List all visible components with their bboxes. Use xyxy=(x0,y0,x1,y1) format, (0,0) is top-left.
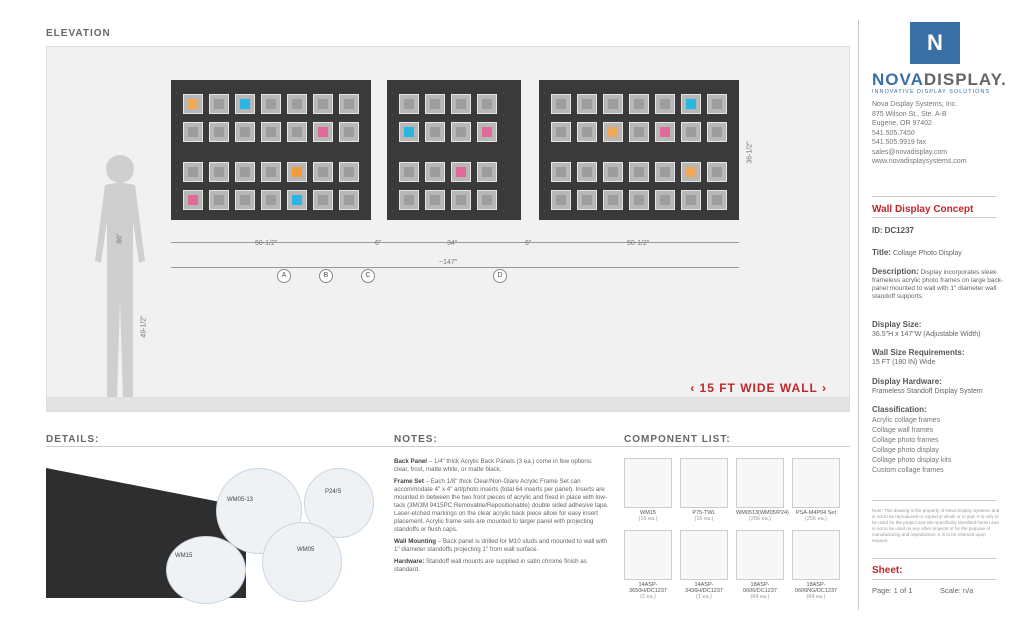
photo-insert xyxy=(582,167,592,177)
concept-description: Description: Display incorporates sleek frameless acrylic photo frames on large back-panel mounted to wall with 1" diameter wall standoff supports. xyxy=(872,267,1004,300)
component-item xyxy=(624,458,672,522)
concept-heading: Wall Display Concept xyxy=(872,204,974,215)
photo-frame xyxy=(477,122,497,142)
photo-frame xyxy=(577,94,597,114)
notes-heading: NOTES: xyxy=(394,434,438,445)
photo-frame xyxy=(183,94,203,114)
photo-insert xyxy=(344,99,354,109)
photo-insert xyxy=(292,195,302,205)
photo-frame xyxy=(425,190,445,210)
photo-insert xyxy=(456,167,466,177)
photo-insert xyxy=(404,195,414,205)
photo-insert xyxy=(686,195,696,205)
photo-frame xyxy=(339,122,359,142)
callout-b: B xyxy=(319,269,333,283)
photo-insert xyxy=(430,99,440,109)
components-heading: COMPONENT LIST: xyxy=(624,434,731,445)
photo-frame xyxy=(313,190,333,210)
photo-frame xyxy=(425,122,445,142)
photo-frame xyxy=(339,94,359,114)
component-name: 14ASP-3650H/DC1237 xyxy=(629,582,667,594)
photo-frame xyxy=(313,122,333,142)
photo-frame xyxy=(209,94,229,114)
photo-insert xyxy=(608,195,618,205)
photo-insert xyxy=(266,167,276,177)
dim-w2: 34" xyxy=(447,240,458,247)
photo-frame xyxy=(603,190,623,210)
concept-wall: Wall Size Requirements: 15 FT (180 IN) Wide xyxy=(872,348,965,366)
photo-insert xyxy=(240,99,250,109)
component-thumb xyxy=(680,530,728,580)
photo-insert xyxy=(712,195,722,205)
photo-insert xyxy=(712,127,722,137)
component-qty: (16 ea.) xyxy=(638,516,658,522)
photo-insert xyxy=(318,167,328,177)
dim-w1: 50-1/2" xyxy=(255,240,278,247)
detail-p24s: P24/S xyxy=(304,468,374,538)
photo-frame xyxy=(707,122,727,142)
concept-classification-label: Classification: xyxy=(872,405,927,414)
photo-insert xyxy=(188,99,198,109)
photo-frame xyxy=(681,94,701,114)
photo-insert xyxy=(556,127,566,137)
photo-frame xyxy=(399,122,419,142)
component-item xyxy=(680,530,728,600)
component-qty: (16 ea.) xyxy=(694,516,714,522)
photo-insert xyxy=(660,127,670,137)
page-number: Page: 1 of 1 xyxy=(872,586,913,595)
dim-wall-height: 86" xyxy=(116,233,124,244)
component-thumb xyxy=(736,530,784,580)
sidebar-rule xyxy=(872,500,996,501)
photo-insert xyxy=(404,127,414,137)
wall-width-label: ‹ 15 FT WIDE WALL › xyxy=(690,381,827,395)
photo-frame xyxy=(183,190,203,210)
photo-insert xyxy=(404,167,414,177)
photo-frame xyxy=(425,162,445,182)
photo-insert xyxy=(240,127,250,137)
photo-frame xyxy=(235,190,255,210)
photo-insert xyxy=(556,99,566,109)
note-a: Back Panel – 1/4" thick Acrylic Back Panels (3 ea.) come in few options: clear, frost, matte white, or matte black. xyxy=(394,458,593,473)
elevation-drawing xyxy=(46,46,850,412)
component-thumb xyxy=(792,530,840,580)
photo-frame xyxy=(287,122,307,142)
photo-insert xyxy=(608,127,618,137)
component-thumb xyxy=(736,458,784,508)
detail-wm15: WM15 xyxy=(166,536,246,604)
component-item xyxy=(736,458,789,522)
photo-frame xyxy=(183,122,203,142)
elevation-label: ELEVATION xyxy=(46,28,111,39)
photo-insert xyxy=(188,167,198,177)
sidebar-rule xyxy=(872,196,996,197)
photo-frame xyxy=(209,122,229,142)
component-name: PSA-M4P04 Set xyxy=(795,510,837,516)
component-name: 18ASP-0606/DC1237 xyxy=(743,582,777,594)
photo-insert xyxy=(214,127,224,137)
component-thumb xyxy=(792,458,840,508)
photo-insert xyxy=(456,127,466,137)
component-item xyxy=(736,530,784,600)
photo-insert xyxy=(712,167,722,177)
dim-line-total xyxy=(171,267,739,268)
component-thumb xyxy=(624,530,672,580)
photo-frame xyxy=(707,190,727,210)
photo-frame xyxy=(287,162,307,182)
photo-insert xyxy=(266,99,276,109)
dim-w3: 50-1/2" xyxy=(627,240,650,247)
photo-insert xyxy=(482,127,492,137)
dim-total: ~147" xyxy=(439,259,458,266)
photo-insert xyxy=(582,195,592,205)
photo-frame xyxy=(681,190,701,210)
photo-insert xyxy=(430,127,440,137)
photo-frame xyxy=(603,162,623,182)
photo-frame xyxy=(629,190,649,210)
photo-insert xyxy=(214,99,224,109)
photo-insert xyxy=(660,167,670,177)
photo-frame xyxy=(399,94,419,114)
company-tagline: INNOVATIVE DISPLAY SOLUTIONS xyxy=(872,89,991,95)
photo-frame xyxy=(339,190,359,210)
photo-frame xyxy=(681,122,701,142)
notes-list xyxy=(394,458,609,578)
photo-insert xyxy=(482,167,492,177)
photo-frame xyxy=(235,162,255,182)
photo-frame xyxy=(629,94,649,114)
photo-frame xyxy=(655,122,675,142)
photo-frame xyxy=(603,122,623,142)
photo-insert xyxy=(318,99,328,109)
nova-logo-icon: N xyxy=(910,22,960,64)
photo-insert xyxy=(188,195,198,205)
classification-list: Acrylic collage frames Collage wall frames Collage photo frames Collage photo display Collage photo display kits Custom collage frames xyxy=(872,417,952,474)
photo-insert xyxy=(686,167,696,177)
dim-mount-height: 49-1/2" xyxy=(140,315,148,338)
component-qty: (64 ea.) xyxy=(806,594,826,600)
photo-frame xyxy=(235,94,255,114)
component-name: 14ASP-3436H/DC1237 xyxy=(685,582,723,594)
photo-frame xyxy=(183,162,203,182)
photo-insert xyxy=(608,167,618,177)
photo-frame xyxy=(707,162,727,182)
photo-frame xyxy=(655,190,675,210)
photo-insert xyxy=(240,195,250,205)
note-d: Wall Mounting – Back panel is drilled for M10 studs and mounted to wall with 1" diameter standoffs projecting 1" from wall surface. xyxy=(394,538,607,553)
photo-insert xyxy=(582,127,592,137)
photo-insert xyxy=(430,167,440,177)
floor xyxy=(47,397,849,411)
photo-insert xyxy=(634,127,644,137)
photo-insert xyxy=(634,195,644,205)
details-illustration xyxy=(46,458,356,608)
component-item xyxy=(792,530,840,600)
dim-height: 36-1/2" xyxy=(746,141,754,164)
photo-insert xyxy=(344,195,354,205)
details-heading: DETAILS: xyxy=(46,434,100,445)
photo-frame xyxy=(451,190,471,210)
photo-insert xyxy=(456,99,466,109)
sidebar-divider xyxy=(858,20,859,610)
photo-frame xyxy=(655,162,675,182)
note-b: Frame Set – Each 1/8" thick Clear/Non-Glare Acrylic Frame Set can accommodate 4" x 4" art/photo inserts (total 64 inserts per panel). Inserts are mounted in between the two front pieces of acrylic and fixed in place with low-tack (3M/3M 9415PC Removable/Repositionable) double sided adhesive tape. Laser-etched markings on the clear acrylic back piece allow for easy insert placement. Acrylic frame sets are mounted to larger panel with projecting standoffs or flush caps. xyxy=(394,478,609,533)
section-divider xyxy=(46,446,850,447)
photo-frame xyxy=(339,162,359,182)
photo-insert xyxy=(188,127,198,137)
sidebar-rule xyxy=(872,579,996,580)
photo-insert xyxy=(660,99,670,109)
photo-insert xyxy=(214,167,224,177)
photo-frame xyxy=(209,190,229,210)
photo-insert xyxy=(292,99,302,109)
photo-frame xyxy=(629,122,649,142)
component-name: 18ASP-0606NG/DC1237 xyxy=(794,582,838,594)
concept-id: ID: DC1237 xyxy=(872,226,914,235)
sheet-heading: Sheet: xyxy=(872,565,903,576)
component-name: P75-TWL xyxy=(692,510,716,516)
photo-insert xyxy=(556,167,566,177)
callout-a: A xyxy=(277,269,291,283)
photo-frame xyxy=(707,94,727,114)
company-logo: NOVADISPLAY. xyxy=(872,70,1007,89)
photo-insert xyxy=(292,167,302,177)
photo-insert xyxy=(660,195,670,205)
detail-wm05: WM05 xyxy=(262,522,342,602)
photo-frame xyxy=(681,162,701,182)
photo-frame xyxy=(261,94,281,114)
dim-gap2: 6" xyxy=(525,240,532,247)
concept-hardware: Display Hardware: Frameless Standoff Display System xyxy=(872,377,983,395)
note-hardware: Hardware: Standoff wall mounts are supplied in satin chrome finish as standard. xyxy=(394,558,587,573)
photo-insert xyxy=(712,99,722,109)
component-item xyxy=(680,458,728,522)
photo-insert xyxy=(430,195,440,205)
photo-insert xyxy=(344,167,354,177)
photo-insert xyxy=(404,99,414,109)
component-qty: (256 ea.) xyxy=(804,516,827,522)
photo-frame xyxy=(477,190,497,210)
photo-insert xyxy=(482,195,492,205)
photo-insert xyxy=(608,99,618,109)
photo-frame xyxy=(477,94,497,114)
photo-insert xyxy=(318,195,328,205)
photo-insert xyxy=(240,167,250,177)
photo-frame xyxy=(451,94,471,114)
photo-frame xyxy=(313,94,333,114)
photo-insert xyxy=(456,195,466,205)
component-thumb xyxy=(680,458,728,508)
photo-insert xyxy=(318,127,328,137)
photo-insert xyxy=(214,195,224,205)
photo-frame xyxy=(603,94,623,114)
photo-insert xyxy=(266,127,276,137)
photo-frame xyxy=(399,162,419,182)
component-qty: (2 ea.) xyxy=(640,594,656,600)
photo-frame xyxy=(235,122,255,142)
component-item xyxy=(624,530,672,600)
photo-frame xyxy=(451,122,471,142)
photo-frame xyxy=(551,190,571,210)
photo-insert xyxy=(634,167,644,177)
photo-frame xyxy=(209,162,229,182)
photo-insert xyxy=(292,127,302,137)
photo-insert xyxy=(266,195,276,205)
photo-frame xyxy=(477,162,497,182)
callout-c: C xyxy=(361,269,375,283)
photo-frame xyxy=(261,162,281,182)
component-name: WM0513(WM05/P24) xyxy=(736,510,789,516)
callout-d: D xyxy=(493,269,507,283)
photo-insert xyxy=(582,99,592,109)
component-qty: (1 ea.) xyxy=(696,594,712,600)
scale: Scale: n/a xyxy=(940,586,974,595)
component-qty: (64 ea.) xyxy=(750,594,770,600)
dim-gap1: 6" xyxy=(375,240,382,247)
photo-frame xyxy=(629,162,649,182)
photo-frame xyxy=(655,94,675,114)
concept-title: Title: Collage Photo Display xyxy=(872,248,962,257)
photo-frame xyxy=(577,122,597,142)
photo-insert xyxy=(686,99,696,109)
component-item xyxy=(792,458,840,522)
photo-frame xyxy=(399,190,419,210)
photo-frame xyxy=(451,162,471,182)
photo-insert xyxy=(686,127,696,137)
sidebar-rule xyxy=(872,217,996,218)
sidebar-rule xyxy=(872,558,996,559)
company-address: Nova Display Systems, Inc. 875 Wilson St., Ste. A-B Eugene, OR 97402 541.505.7450 541.505.9919 fax sales@novadisplay.com www.novadisplaysystems.com xyxy=(872,101,967,165)
photo-frame xyxy=(551,94,571,114)
person-silhouette-icon xyxy=(83,151,155,399)
photo-insert xyxy=(556,195,566,205)
photo-frame xyxy=(425,94,445,114)
photo-frame xyxy=(551,162,571,182)
photo-frame xyxy=(551,122,571,142)
component-name: WM15 xyxy=(640,510,656,516)
concept-size: Display Size: 36.5"H x 147"W (Adjustable Width) xyxy=(872,320,981,338)
photo-frame xyxy=(287,94,307,114)
photo-frame xyxy=(261,190,281,210)
photo-insert xyxy=(634,99,644,109)
detail-wm0513: WM05-13 xyxy=(216,468,302,554)
photo-frame xyxy=(313,162,333,182)
component-qty: (256 ea.) xyxy=(748,516,771,522)
component-thumb xyxy=(624,458,672,508)
photo-frame xyxy=(287,190,307,210)
photo-insert xyxy=(482,99,492,109)
photo-insert xyxy=(344,127,354,137)
photo-frame xyxy=(261,122,281,142)
photo-frame xyxy=(577,190,597,210)
legal-note: Note: This drawing is the property of Nova Display Systems and is not to be reproduced or copied in whole or in part. It is only to be used for the project and site specifically identified herein and is not to be used on any other projects or for the purpose of manufacturing and reproduction. It is to be returned upon request. xyxy=(872,508,1000,543)
photo-frame xyxy=(577,162,597,182)
